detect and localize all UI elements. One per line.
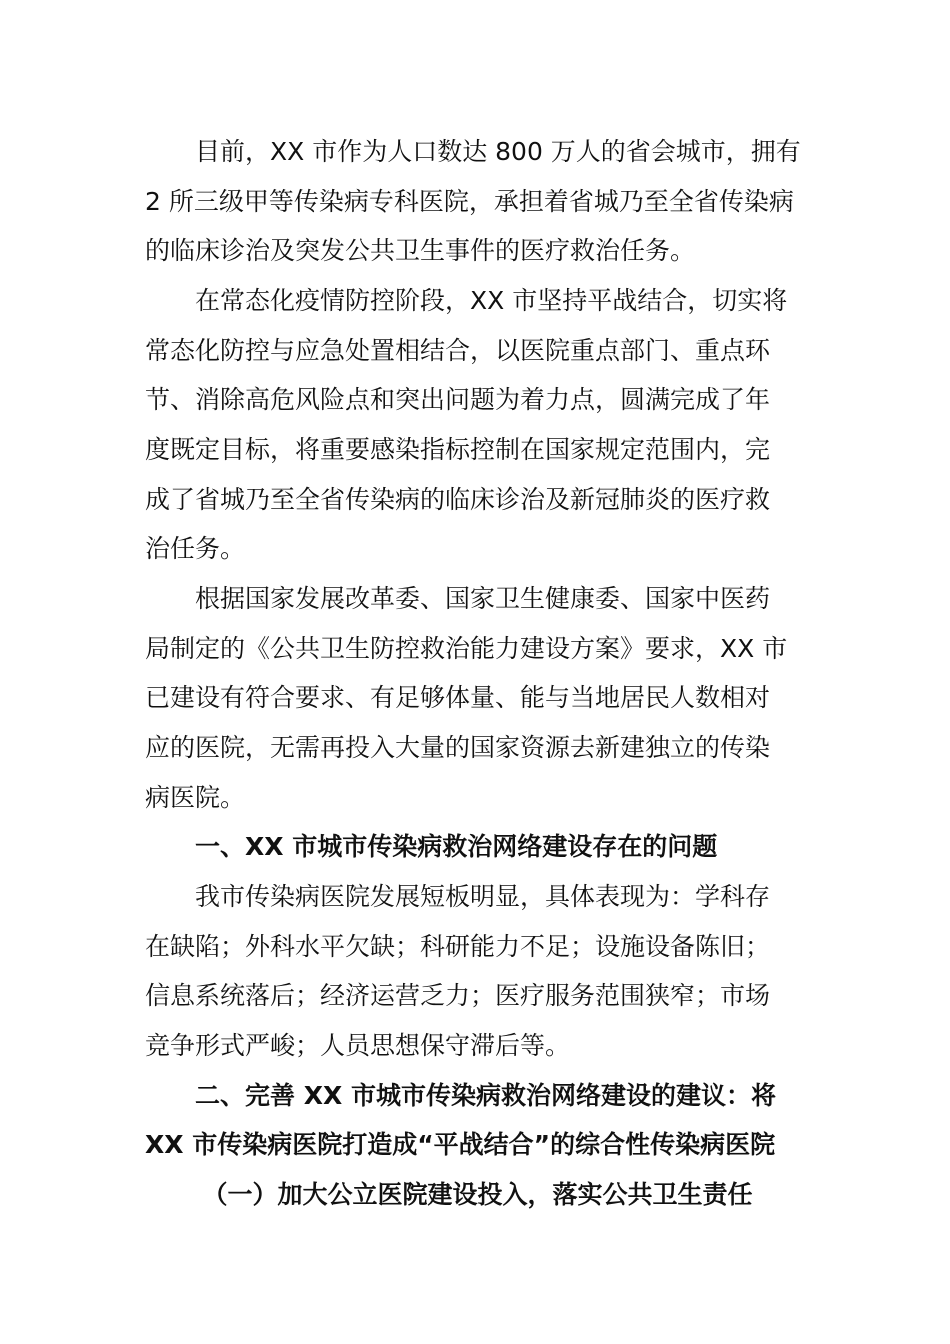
paragraph-1-line-1: 目前，XX 市作为人口数达 800 万人的省会城市，拥有 [195,137,801,166]
paragraph-2-line-3: 节、消除高危风险点和突出问题为着力点，圆满完成了年 [145,385,771,414]
section-heading-2-line-1: 二、完善 XX 市城市传染病救治网络建设的建议：将 [195,1081,776,1110]
section-heading-1: 一、XX 市城市传染病救治网络建设存在的问题 [195,832,718,861]
paragraph-1-line-3: 的临床诊治及突发公共卫生事件的医疗救治任务。 [145,236,696,265]
paragraph-2-line-1: 在常态化疫情防控阶段，XX 市坚持平战结合，切实将 [195,286,788,315]
paragraph-1-line-2: 2 所三级甲等传染病专科医院，承担着省城乃至全省传染病 [145,187,794,216]
paragraph-4-line-2: 在缺陷；外科水平欠缺；科研能力不足；设施设备陈旧； [145,932,771,961]
paragraph-3-line-1: 根据国家发展改革委、国家卫生健康委、国家中医药 [195,584,771,613]
paragraph-3-line-3: 已建设有符合要求、有足够体量、能与当地居民人数相对 [145,683,771,712]
paragraph-4-line-1: 我市传染病医院发展短板明显，具体表现为：学科存 [195,882,771,911]
section-heading-2-line-2: XX 市传染病医院打造成“平战结合”的综合性传染病医院 [145,1130,776,1159]
subsection-heading-1: （一）加大公立医院建设投入，落实公共卫生责任 [202,1180,753,1209]
paragraph-2-line-6: 治任务。 [145,534,246,563]
paragraph-3-line-2: 局制定的《公共卫生防控救治能力建设方案》要求，XX 市 [145,634,788,663]
paragraph-2-line-4: 度既定目标，将重要感染指标控制在国家规定范围内，完 [145,435,771,464]
paragraph-3-line-4: 应的医院，无需再投入大量的国家资源去新建独立的传染 [145,733,771,762]
paragraph-3-line-5: 病医院。 [145,783,246,812]
paragraph-2-line-5: 成了省城乃至全省传染病的临床诊治及新冠肺炎的医疗救 [145,485,771,514]
paragraph-2-line-2: 常态化防控与应急处置相结合，以医院重点部门、重点环 [145,336,771,365]
paragraph-4-line-4: 竞争形式严峻；人员思想保守滞后等。 [145,1031,571,1060]
paragraph-4-line-3: 信息系统落后；经济运营乏力；医疗服务范围狭窄；市场 [145,981,771,1010]
